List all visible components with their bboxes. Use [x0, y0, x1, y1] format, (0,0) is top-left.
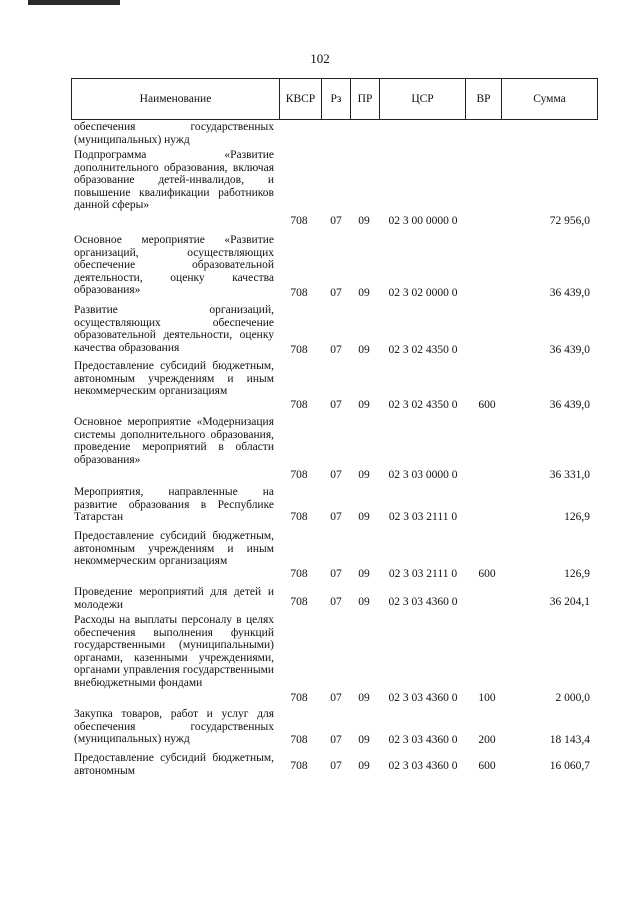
row-rz: 07 [330, 344, 342, 356]
table-row [0, 486, 640, 530]
column-header-csr: ЦСР [380, 79, 466, 119]
table-row [0, 149, 640, 233]
row-name: Подпрограмма «Развитие дополнительного образования, включая образование детей-инвалидов, и повышение квалификации работников данной сферы» [74, 149, 274, 212]
row-pr: 09 [358, 734, 370, 746]
table-row [0, 708, 640, 752]
row-pr: 09 [358, 215, 370, 227]
row-name: Основное мероприятие «Развитие организаций, осуществляющих обеспечение образовательной деятельности, оценку качества образования» [74, 234, 274, 297]
table-row [0, 416, 640, 486]
row-kvsr: 708 [290, 399, 308, 411]
row-csr: 02 3 03 4360 0 [388, 692, 458, 704]
row-kvsr: 708 [290, 215, 308, 227]
row-rz: 07 [330, 511, 342, 523]
row-rz: 07 [330, 469, 342, 481]
row-kvsr: 708 [290, 344, 308, 356]
row-pr: 09 [358, 511, 370, 523]
row-vr: 600 [478, 568, 496, 580]
row-sum: 36 439,0 [549, 399, 590, 411]
row-name: обеспечения государственных (муниципальных) нужд [74, 121, 274, 146]
column-header-pr: ПР [351, 79, 380, 119]
scan-artifact [28, 0, 120, 5]
row-name: Предоставление субсидий бюджетным, автономным учреждениям и иным некоммерческим организациям [74, 530, 274, 568]
row-name: Закупка товаров, работ и услуг для обеспечения государственных (муниципальных) нужд [74, 708, 274, 746]
table-row [0, 752, 640, 786]
row-csr: 02 3 00 0000 0 [388, 215, 458, 227]
row-rz: 07 [330, 692, 342, 704]
row-rz: 07 [330, 568, 342, 580]
column-header-sum: Сумма [533, 93, 566, 105]
row-pr: 09 [358, 568, 370, 580]
row-csr: 02 3 02 0000 0 [388, 287, 458, 299]
column-header-kvsr: КВСР [280, 79, 322, 119]
row-csr: 02 3 03 0000 0 [388, 469, 458, 481]
row-csr: 02 3 02 4350 0 [388, 399, 458, 411]
row-csr: 02 3 03 2111 0 [388, 568, 458, 580]
row-rz: 07 [330, 215, 342, 227]
row-sum: 36 439,0 [549, 344, 590, 356]
row-kvsr: 708 [290, 287, 308, 299]
row-kvsr: 708 [290, 734, 308, 746]
table-row [0, 360, 640, 416]
row-sum: 72 956,0 [549, 215, 590, 227]
row-sum: 16 060,7 [549, 760, 590, 772]
row-rz: 07 [330, 596, 342, 608]
table-row [0, 121, 640, 147]
row-rz: 07 [330, 734, 342, 746]
row-sum: 18 143,4 [549, 734, 590, 746]
row-kvsr: 708 [290, 596, 308, 608]
row-sum: 36 204,1 [549, 596, 590, 608]
column-header-name: Наименование [72, 79, 280, 119]
row-vr: 600 [478, 760, 496, 772]
row-sum: 36 331,0 [549, 469, 590, 481]
row-pr: 09 [358, 692, 370, 704]
row-sum: 126,9 [564, 568, 590, 580]
row-csr: 02 3 03 2111 0 [388, 511, 458, 523]
table-row [0, 234, 640, 304]
row-sum: 36 439,0 [549, 287, 590, 299]
row-kvsr: 708 [290, 692, 308, 704]
table-row [0, 530, 640, 586]
row-pr: 09 [358, 399, 370, 411]
row-pr: 09 [358, 469, 370, 481]
row-rz: 07 [330, 287, 342, 299]
row-name: Основное мероприятие «Модернизация системы дополнительного образования, проведение мероприятий в области образования» [74, 416, 274, 466]
row-csr: 02 3 03 4360 0 [388, 760, 458, 772]
row-sum: 2 000,0 [555, 692, 590, 704]
row-csr: 02 3 03 4360 0 [388, 596, 458, 608]
row-vr: 100 [478, 692, 496, 704]
row-pr: 09 [358, 287, 370, 299]
row-name: Предоставление субсидий бюджетным, автономным [74, 752, 274, 777]
row-csr: 02 3 03 4360 0 [388, 734, 458, 746]
table-row [0, 614, 640, 708]
row-name: Расходы на выплаты персоналу в целях обеспечения выполнения функций государственными (муниципальными) органами, казенными учреждениями, органами управления государственными внебюджетными фондами [74, 614, 274, 689]
table-row [0, 586, 640, 614]
row-kvsr: 708 [290, 511, 308, 523]
row-rz: 07 [330, 760, 342, 772]
table-header [71, 78, 598, 120]
row-csr: 02 3 02 4350 0 [388, 344, 458, 356]
row-name: Проведение мероприятий для детей и молодежи [74, 586, 274, 611]
table-row [0, 304, 640, 360]
column-header-rz: Рз [322, 79, 351, 119]
row-sum: 126,9 [564, 511, 590, 523]
row-vr: 600 [478, 399, 496, 411]
row-name: Развитие организаций, осуществляющих обеспечение образовательной деятельности, оценку качества образования [74, 304, 274, 354]
row-pr: 09 [358, 760, 370, 772]
page-number: 102 [310, 51, 330, 66]
row-pr: 09 [358, 596, 370, 608]
row-kvsr: 708 [290, 760, 308, 772]
row-rz: 07 [330, 399, 342, 411]
row-pr: 09 [358, 344, 370, 356]
row-kvsr: 708 [290, 469, 308, 481]
row-kvsr: 708 [290, 568, 308, 580]
row-name: Предоставление субсидий бюджетным, автономным учреждениям и иным некоммерческим организациям [74, 360, 274, 398]
row-name: Мероприятия, направленные на развитие образования в Республике Татарстан [74, 486, 274, 524]
column-header-vr: ВР [466, 79, 502, 119]
row-vr: 200 [478, 734, 496, 746]
